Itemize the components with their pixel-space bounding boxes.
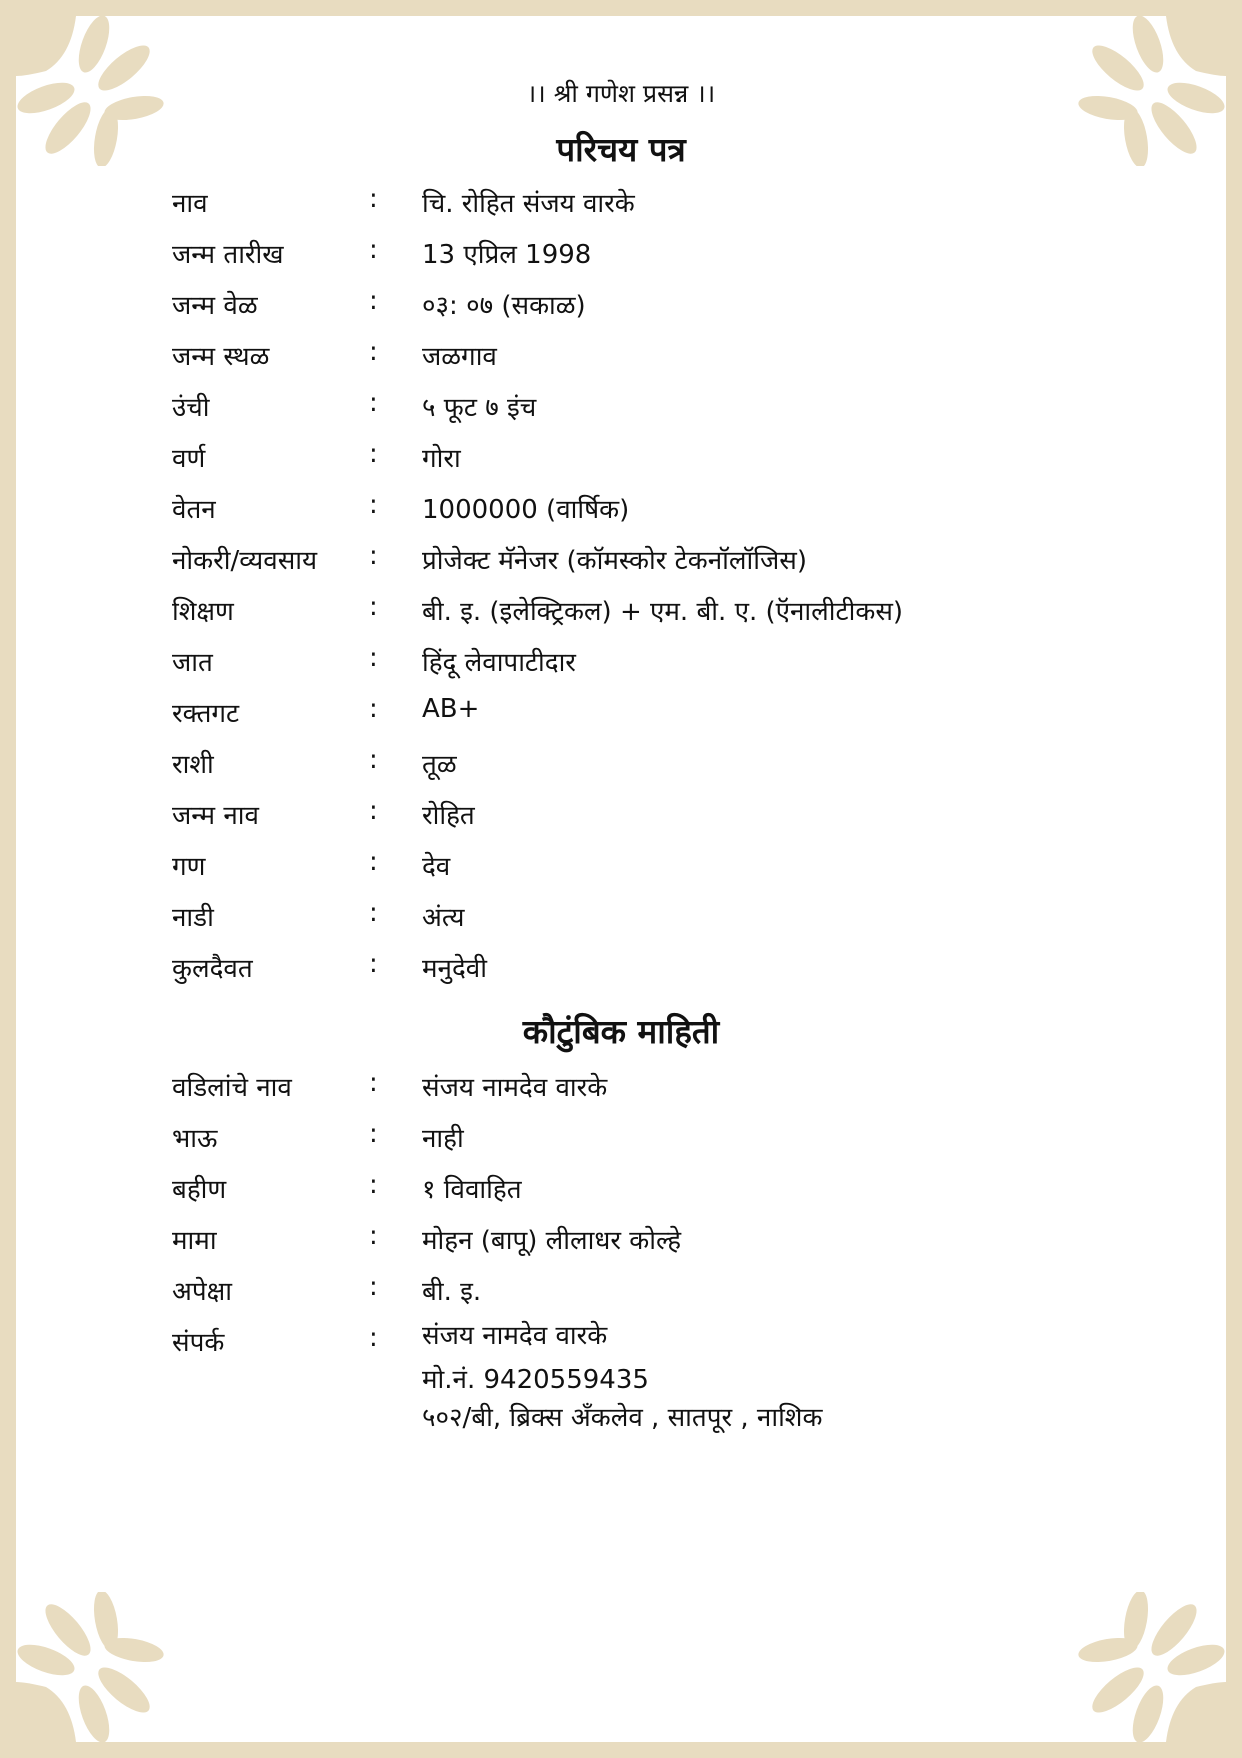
- colon-separator: :: [369, 337, 378, 367]
- detail-label: जात: [172, 648, 213, 678]
- colon-separator: :: [369, 1272, 378, 1302]
- contact-details: [422, 1323, 822, 1437]
- colon-separator: :: [369, 235, 378, 265]
- detail-label: वेतन: [172, 495, 216, 525]
- detail-value: चि. रोहित संजय वारके: [422, 189, 635, 219]
- detail-value: मोहन (बापू) लीलाधर कोल्हे: [422, 1226, 682, 1256]
- detail-value: AB+: [422, 694, 480, 724]
- detail-value: बी. इ.: [422, 1277, 482, 1307]
- detail-label: वडिलांचे नाव: [172, 1073, 292, 1103]
- colon-separator: :: [369, 694, 378, 724]
- colon-separator: :: [369, 745, 378, 775]
- detail-value: ०३: ०७ (सकाळ): [422, 291, 586, 321]
- flower-corner-icon: [1076, 1592, 1226, 1742]
- detail-label: भाऊ: [172, 1124, 218, 1154]
- detail-label: जन्म तारीख: [172, 240, 284, 270]
- detail-label: जन्म स्थळ: [172, 342, 270, 372]
- detail-label: वर्ण: [172, 444, 206, 474]
- colon-separator: :: [369, 949, 378, 979]
- colon-separator: :: [369, 490, 378, 520]
- detail-label: रक्तगट: [172, 699, 240, 729]
- detail-label: शिक्षण: [172, 597, 234, 627]
- detail-value: 1000000 (वार्षिक): [422, 495, 630, 525]
- colon-separator: :: [369, 1323, 378, 1353]
- detail-label: नाव: [172, 189, 208, 219]
- detail-value: नाही: [422, 1124, 464, 1154]
- contact-name: संजय नामदेव वारके: [422, 1321, 608, 1351]
- detail-label: कुलदैवत: [172, 954, 253, 984]
- colon-separator: :: [369, 592, 378, 622]
- colon-separator: :: [369, 184, 378, 214]
- colon-separator: :: [369, 541, 378, 571]
- detail-value: ५ फूट ७ इंच: [422, 393, 537, 423]
- detail-value: देव: [422, 852, 451, 882]
- page-title: परिचय पत्र: [556, 130, 686, 169]
- detail-value: मनुदेवी: [422, 954, 487, 984]
- colon-separator: :: [369, 1119, 378, 1149]
- detail-value: गोरा: [422, 444, 461, 474]
- colon-separator: :: [369, 439, 378, 469]
- colon-separator: :: [369, 643, 378, 673]
- colon-separator: :: [369, 388, 378, 418]
- detail-label: नाडी: [172, 903, 214, 933]
- detail-value: तूळ: [422, 750, 457, 780]
- detail-label: नोकरी/व्यवसाय: [172, 546, 318, 576]
- detail-value: जळगाव: [422, 342, 497, 372]
- detail-label: गण: [172, 852, 206, 882]
- detail-value: हिंदू लेवापाटीदार: [422, 648, 576, 678]
- detail-label: राशी: [172, 750, 214, 780]
- detail-value: संजय नामदेव वारके: [422, 1073, 608, 1103]
- detail-label: जन्म नाव: [172, 801, 259, 831]
- detail-label: अपेक्षा: [172, 1277, 233, 1307]
- detail-value: प्रोजेक्ट मॅनेजर (कॉमस्कोर टेकनॉलॉजिस): [422, 546, 807, 576]
- colon-separator: :: [369, 1068, 378, 1098]
- colon-separator: :: [369, 898, 378, 928]
- invocation-line: ।। श्री गणेश प्रसन्न ।।: [526, 79, 716, 108]
- detail-value: अंत्य: [422, 903, 465, 933]
- colon-separator: :: [369, 286, 378, 316]
- detail-label: उंची: [172, 393, 210, 423]
- colon-separator: :: [369, 796, 378, 826]
- colon-separator: :: [369, 1170, 378, 1200]
- detail-label: संपर्क: [172, 1328, 225, 1358]
- contact-phone: मो.नं. 9420559435: [422, 1365, 649, 1395]
- detail-value: १ विवाहित: [422, 1175, 522, 1205]
- colon-separator: :: [369, 847, 378, 877]
- detail-value: 13 एप्रिल 1998: [422, 240, 592, 270]
- detail-value: बी. इ. (इलेक्ट्रिकल) + एम. बी. ए. (ऍनालीटीकस): [422, 597, 904, 627]
- colon-separator: :: [369, 1221, 378, 1251]
- family-section-title: कौटुंबिक माहिती: [522, 1012, 720, 1051]
- detail-label: मामा: [172, 1226, 217, 1256]
- flower-corner-icon: [16, 1592, 166, 1742]
- detail-label: बहीण: [172, 1175, 227, 1205]
- contact-address: ५०२/बी, ब्रिक्स अँकलेव , सातपूर , नाशिक: [422, 1403, 823, 1433]
- detail-label: जन्म वेळ: [172, 291, 258, 321]
- detail-value: रोहित: [422, 801, 475, 831]
